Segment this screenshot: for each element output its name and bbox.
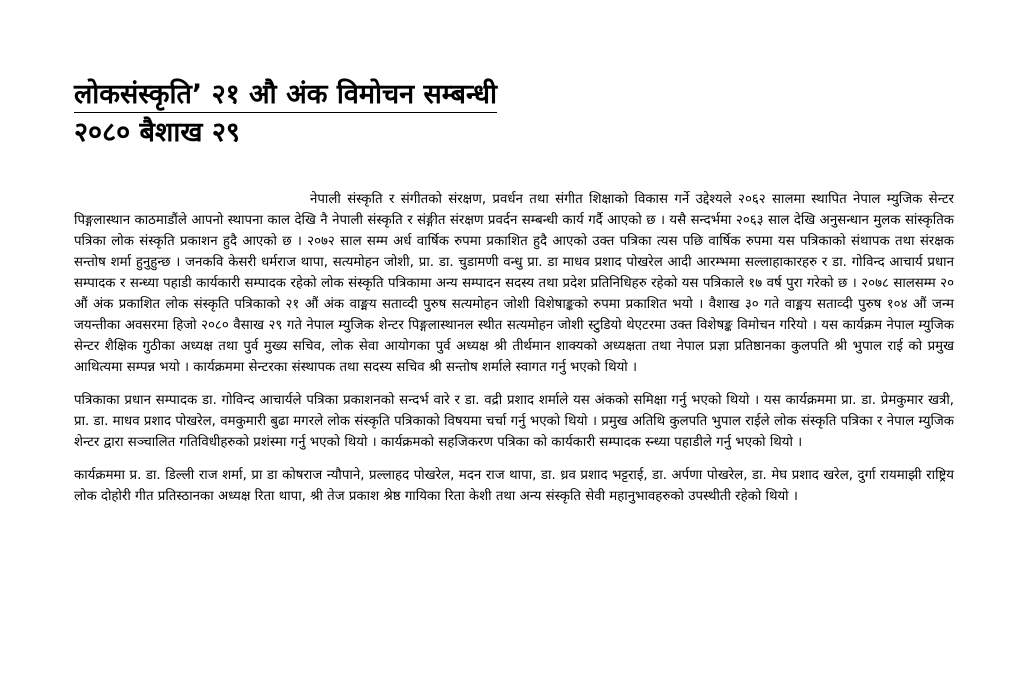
body-paragraph-3: कार्यक्रममा प्र. डा. डिल्ली राज शर्मा, प्रा डा कोषराज न्यौपाने, प्रल्लाहद पोखरेल, मदन राज थापा, डा. ध्रव प्रशाद भट्टराई, डा. अर्पणा पोखरेल, डा. मेघ प्रशाद खरेल, दुर्गा रायमाझी राष्ट्रिय लोक दोहोरी गीत प्रतिस्ठानका अध्यक्ष रिता थापा, श्री तेज प्रकाश श्रेष्ठ गायिका रिता केशी तथा अन्य संस्कृति सेवी महानुभावहरुको उपस्थीती रहेको थियो । bbox=[74, 468, 954, 504]
press-release-document bbox=[74, 78, 954, 507]
document-date: २०८० बैशाख २९ bbox=[74, 117, 240, 148]
body-paragraph-1: नेपाली संस्कृति र संगीतको संरक्षण, प्रवर्धन तथा संगीत शिक्षाको विकास गर्ने उद्देश्यले २०६२ सालमा स्थापित नेपाल म्युजिक सेन्टर पिङ्गलास्थान काठमाडौंले आपनो स्थापना काल देखि नै नेपाली संस्कृति र संङ्गीत संरक्षण प्रवर्दन सम्बन्धी कार्य गर्दै आएको छ । यसै सन्दर्भमा २०६३ साल देखि अनुसन्धान मुलक सांस्कृतिक पत्रिका लोक संस्कृति प्रकाशन हुदै आएको छ । २०७२ साल सम्म अर्ध वार्षिक रुपमा प्रकाशित हुदै आएको उक्त पत्रिका त्यस पछि वार्षिक रुपमा यस पत्रिकाको संथापक तथा संरक्षक सन्तोष शर्मा हुनुहुन्छ । जनकवि केसरी धर्मराज थापा, सत्यमोहन जोशी, प्रा. डा. चुडामणी वन्धु प्रा. डा माधव प्रशाद पोखरेल आदी आरम्भमा सल्लाहाकारहरु र डा. गोविन्द आचार्य प्रधान सम्पादक र सन्ध्या पहाडी कार्यकारी सम्पादक रहेको लोक संस्कृति पत्रिकामा अन्य सम्पादन सदस्य तथा प्रदेश प्रतिनिधिहरु रहेको यस पत्रिकाले १७ वर्ष पुरा गरेको छ । २०७८ सालसम्म २० औं अंक प्रकाशित लोक संस्कृति पत्रिकाको २१ औं अंक वाङ्मय सताव्दी पुरुष सत्यमोहन जोशी विशेषाङ्कको रुपमा प्रकाशित भयो । वैशाख ३० गते वाङ्मय सताव्दी पुरुष १०४ औं जन्म जयन्तीका अवसरमा हिजो २०८० वैसाख २९ गते नेपाल म्युजिक शेन्टर पिङ्गलास्थानल स्थीत सत्यमोहन जोशी स्टुडियो थेएटरमा उक्त विशेषङ्क विमोचन गरियो । यस कार्यक्रम नेपाल म्युजिक सेन्टर शैक्षिक गुठीका अध्यक्ष तथा पुर्व मुख्य सचिव, लोक सेवा आयोगका पुर्व अध्यक्ष श्री तीर्थमान शाक्यको अध्यक्षता तथा नेपाल प्रज्ञा प्रतिष्ठानका कुलपति श्री भुपाल राई को प्रमुख आथित्यमा सम्पन्न भयो । कार्यक्रममा सेन्टरका संस्थापक तथा सदस्य सचिव श्री सन्तोष शर्माले स्वागत गर्नु भएको थियो । bbox=[74, 192, 954, 375]
document-title: लोकसंस्कृति’ २१ औ अंक विमोचन सम्बन्धी bbox=[74, 78, 497, 113]
body-paragraph-2: पत्रिकाका प्रधान सम्पादक डा. गोविन्द आचार्यले पत्रिका प्रकाशनको सन्दर्भ वारे र डा. वद्री प्रशाद शर्माले यस अंकको समिक्षा गर्नु भएको थियो । यस कार्यक्रममा प्रा. डा. प्रेमकुमार खत्री, प्रा. डा. माधव प्रशाद पोखरेल, वमकुमारी बुढा मगरले लोक संस्कृति पत्रिकाको विषयमा चर्चा गर्नु भएको थियो । प्रमुख अतिथि कुलपति भुपाल राईले लोक संस्कृति पत्रिका र नेपाल म्युजिक शेन्टर द्वारा सञ्चालित गतिविधीहरुको प्रशंस्मा गर्नु भएको थियो । कार्यक्रमको सहजिकरण पत्रिका को कार्यकारी सम्पादक स्न्ध्या पहाडीले गर्नु भएको थियो । bbox=[74, 393, 954, 450]
